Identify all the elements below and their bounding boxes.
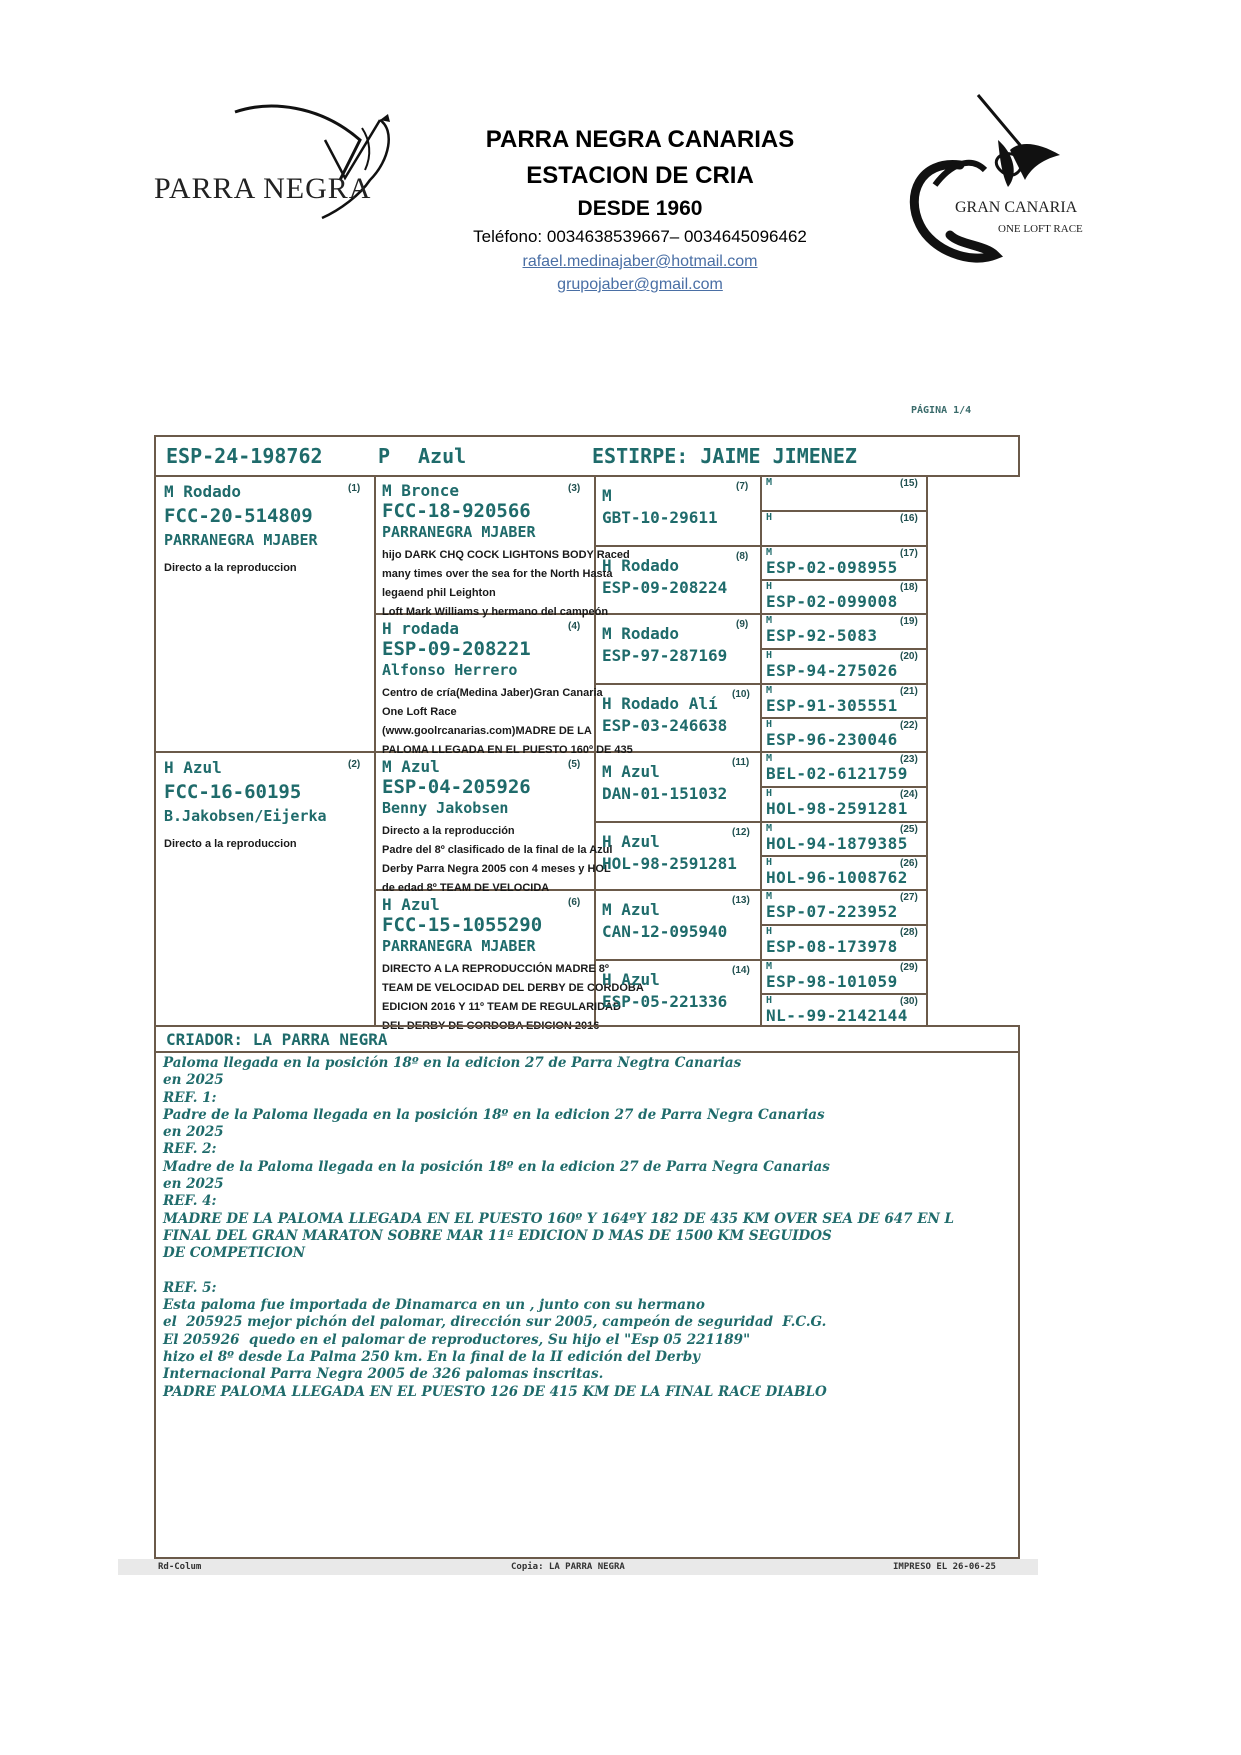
- parent-1-sex-color: M Rodado: [164, 482, 242, 501]
- ancestor-24-sex: H: [766, 788, 773, 799]
- left-logo-text: PARRA NEGRA: [154, 172, 372, 205]
- parent-2-note: Directo a la reproduccion: [164, 838, 297, 850]
- ancestor-15-num: (15): [900, 478, 918, 489]
- ancestor-16-sex: H: [766, 512, 773, 523]
- grandparent-4-note-2: One Loft Race: [382, 706, 457, 718]
- ancestor-23-ring: BEL-02-6121759: [766, 764, 908, 783]
- ancestor-8: [602, 549, 760, 613]
- gran-canaria-emblem-icon: [890, 95, 1100, 275]
- grandparent-4-note-1: Centro de cría(Medina Jaber)Gran Canaria: [382, 687, 603, 699]
- phone-line: Teléfono: 0034638539667– 0034645096462: [473, 227, 807, 246]
- ancestor-18-num: (18): [900, 582, 918, 593]
- ancestor-18-ring: ESP-02-099008: [766, 592, 898, 611]
- ancestor-12-sex-color: H Azul: [602, 832, 660, 851]
- ancestor-28-sex: H: [766, 926, 773, 937]
- parent-2: [164, 757, 374, 1025]
- ancestor-12-num: (12): [732, 827, 750, 838]
- grandparent-4-sex-color: H rodada: [382, 619, 460, 638]
- grandparent-4-note-3: (www.goolrcanarias.com)MADRE DE LA: [382, 725, 592, 737]
- ancestor-11: [602, 755, 760, 821]
- parent-1: [164, 481, 374, 751]
- grandparent-6-note-4: DEL DERBY DE CORDOBA EDICION 2016: [382, 1020, 600, 1032]
- ancestor-19-num: (19): [900, 616, 918, 627]
- ancestor-25: [766, 823, 926, 855]
- right-logo-text-2: ONE LOFT RACE: [998, 223, 1083, 235]
- ancestor-22-num: (22): [900, 720, 918, 731]
- grandparent-6-note-1: DIRECTO A LA REPRODUCCIÓN MADRE 8º: [382, 963, 609, 975]
- page-number: PÁGINA 1/4: [911, 405, 972, 416]
- grandparent-4-num: (4): [568, 621, 581, 632]
- ancestor-11-sex-color: M Azul: [602, 762, 660, 781]
- ancestor-7-ring: GBT-10-29611: [602, 508, 718, 527]
- ancestor-11-ring: DAN-01-151032: [602, 784, 728, 803]
- grandparent-5-ring: ESP-04-205926: [382, 776, 531, 798]
- ancestor-20: [766, 650, 926, 683]
- grandparent-6-note-2: TEAM DE VELOCIDAD DEL DERBY DE CORDOBA: [382, 982, 644, 994]
- ancestor-7-num: (7): [736, 481, 749, 492]
- title-block: [400, 122, 880, 296]
- ancestor-30-ring: NL--99-2142144: [766, 1006, 908, 1025]
- breeder-label: CRIADOR: LA PARRA NEGRA: [166, 1030, 388, 1049]
- email-link-1[interactable]: rafael.medinajaber@hotmail.com: [522, 253, 758, 270]
- ancestor-30-sex: H: [766, 995, 773, 1006]
- ancestor-13-ring: CAN-12-095940: [602, 922, 728, 941]
- footer-bar: [118, 1559, 1038, 1575]
- grandparent-3-note-2: many times over the sea for the North Hasta: [382, 568, 613, 580]
- ancestor-10-num: (10): [732, 689, 750, 700]
- ancestor-23-num: (23): [900, 754, 918, 765]
- ancestor-22-ring: ESP-96-230046: [766, 730, 898, 749]
- ancestor-22: [766, 719, 926, 751]
- ancestor-25-ring: HOL-94-1879385: [766, 834, 908, 853]
- grandparent-6-owner: PARRANEGRA MJABER: [382, 937, 536, 955]
- ancestor-10: [602, 687, 760, 751]
- ancestor-19-sex: M: [766, 615, 773, 626]
- grandparent-3-note-1: hijo DARK CHQ COCK LIGHTONS BODY Raced: [382, 549, 630, 561]
- ancestor-14: [602, 963, 760, 1025]
- ancestor-9: [602, 617, 760, 683]
- grandparent-5-note-2: Padre del 8º clasificado de la final de la Azul: [382, 844, 613, 856]
- ancestor-29-num: (29): [900, 962, 918, 973]
- ancestor-7-sex-color: M: [602, 486, 612, 505]
- ancestor-14-ring: ESP-05-221336: [602, 992, 728, 1011]
- parent-2-owner: B.Jakobsen/Eijerka: [164, 807, 327, 825]
- grandparent-3-note-4: Loft Mark Williams y hermano del campeón: [382, 606, 609, 618]
- ancestor-8-num: (8): [736, 551, 749, 562]
- ancestor-20-num: (20): [900, 651, 918, 662]
- ancestor-15-sex: M: [766, 477, 773, 488]
- grandparent-6-sex-color: H Azul: [382, 895, 440, 914]
- parent-2-sex-color: H Azul: [164, 758, 222, 777]
- ancestor-21: [766, 685, 926, 717]
- ancestor-13: [602, 893, 760, 959]
- ancestor-27-ring: ESP-07-223952: [766, 902, 898, 921]
- grandparent-3-note-3: legaend phil Leighton: [382, 587, 496, 599]
- grandparent-5-note-3: Derby Parra Negra 2005 con 4 meses y HOL: [382, 863, 611, 875]
- ancestor-26-num: (26): [900, 858, 918, 869]
- grandparent-5-note-1: Directo a la reproducción: [382, 825, 515, 837]
- ancestor-23-sex: M: [766, 753, 773, 764]
- ancestor-26-ring: HOL-96-1008762: [766, 868, 908, 887]
- ancestor-30: [766, 995, 926, 1025]
- ancestor-10-sex-color: H Rodado Alí: [602, 694, 718, 713]
- footer-center: Copia: LA PARRA NEGRA: [511, 1562, 625, 1572]
- subject-color: Azul: [418, 444, 467, 468]
- ancestor-30-num: (30): [900, 996, 918, 1007]
- ancestor-17-num: (17): [900, 548, 918, 559]
- ancestor-20-sex: H: [766, 650, 773, 661]
- ancestor-19: [766, 615, 926, 648]
- title-line-3: DESDE 1960: [577, 197, 703, 220]
- ancestor-24-ring: HOL-98-2591281: [766, 799, 908, 818]
- ancestor-17-sex: M: [766, 547, 773, 558]
- ancestor-14-sex-color: H Azul: [602, 970, 660, 989]
- grandparent-5-sex-color: M Azul: [382, 757, 440, 776]
- ancestor-9-ring: ESP-97-287169: [602, 646, 728, 665]
- ancestor-23: [766, 753, 926, 786]
- ancestor-17: [766, 547, 926, 579]
- grandparent-3-ring: FCC-18-920566: [382, 500, 531, 522]
- ancestor-16-num: (16): [900, 513, 918, 524]
- parent-2-ring: FCC-16-60195: [164, 781, 302, 803]
- parent-1-num: (1): [348, 483, 361, 494]
- subject-sex: P: [378, 444, 391, 468]
- ancestor-29: [766, 961, 926, 993]
- ancestor-22-sex: H: [766, 719, 773, 730]
- grandparent-3-sex-color: M Bronce: [382, 481, 460, 500]
- remarks-text: Paloma llegada en la posición 18º en la edicion 27 de Parra Negtra Canarias en 2025 REF. 1: Padre de la Paloma llegada en la posición 18º en la edicion 27 de Parra Negra Canarias en 2025 REF. 2: Madre de la Paloma llegada en la posición 18º en la edicion 27 de Parra Negra Canarias en 2025 REF. 4: MADRE DE LA PALOMA LLEGADA EN EL PUESTO 160º Y 164ºY 182 DE 435 KM OVER SEA DE 647 EN L FINAL DEL GRAN MARATON SOBRE MAR 11ª EDICION D MAS DE 1500 KM SEGUIDOS DE COMPETICION REF. 5: Esta paloma fue importada de Dinamarca en un , junto con su hermano el 205925 mejor pichón del palomar, dirección sur 2005, campeón de seguridad F.C.G. El 205926 quedo en el palomar de reproductores, Su hijo el "Esp 05 221189" hizo el 8º desde La Palma 250 km. En la final de la II edición del Derby Internacional Parra Negra 2005 de 326 palomas inscritas. PADRE PALOMA LLEGADA EN EL PUESTO 126 DE 415 KM DE LA FINAL RACE DIABLO: [163, 1055, 955, 1400]
- ancestor-16: [766, 512, 926, 545]
- ancestor-20-ring: ESP-94-275026: [766, 661, 898, 680]
- ancestor-29-sex: M: [766, 961, 773, 972]
- ancestor-27-num: (27): [900, 892, 918, 903]
- ancestor-10-ring: ESP-03-246638: [602, 716, 728, 735]
- ancestor-11-num: (11): [732, 757, 750, 768]
- ancestor-26-sex: H: [766, 857, 773, 868]
- ancestor-19-ring: ESP-92-5083: [766, 626, 878, 645]
- ancestor-7: [602, 479, 760, 545]
- grandparent-5-owner: Benny Jakobsen: [382, 799, 509, 817]
- grandparent-6-num: (6): [568, 897, 581, 908]
- title-line-2: ESTACION DE CRIA: [526, 162, 754, 189]
- ancestor-12: [602, 825, 760, 889]
- ancestor-13-sex-color: M Azul: [602, 900, 660, 919]
- ancestor-24-num: (24): [900, 789, 918, 800]
- ancestor-28: [766, 926, 926, 959]
- grandparent-3-num: (3): [568, 483, 581, 494]
- ancestor-21-num: (21): [900, 686, 918, 697]
- title-line-1: PARRA NEGRA CANARIAS: [485, 126, 795, 153]
- subject-strain: ESTIRPE: JAIME JIMENEZ: [592, 444, 857, 468]
- grandparent-5-note-4: de edad 8º TEAM DE VELOCIDA: [382, 882, 550, 894]
- parent-1-note: Directo a la reproduccion: [164, 562, 297, 574]
- ancestor-25-sex: M: [766, 823, 773, 834]
- parent-1-owner: PARRANEGRA MJABER: [164, 531, 318, 549]
- ancestor-12-ring: HOL-98-2591281: [602, 854, 737, 873]
- grandparent-6-note-3: EDICION 2016 Y 11º TEAM DE REGULARIDAD: [382, 1001, 621, 1013]
- ancestor-13-num: (13): [732, 895, 750, 906]
- ancestor-28-ring: ESP-08-173978: [766, 937, 898, 956]
- grandparent-4-note-4: PALOMA LLEGADA EN EL PUESTO 160º DE 435: [382, 744, 633, 756]
- grandparent-4-owner: Alfonso Herrero: [382, 661, 518, 679]
- ancestor-26: [766, 857, 926, 889]
- ancestor-18: [766, 581, 926, 613]
- grandparent-5-num: (5): [568, 759, 581, 770]
- ancestor-8-sex-color: H Rodado: [602, 556, 680, 575]
- ancestor-14-num: (14): [732, 965, 750, 976]
- grandparent-4-ring: ESP-09-208221: [382, 638, 531, 660]
- footer-right: IMPRESO EL 26-06-25: [893, 1562, 996, 1572]
- ancestor-27: [766, 891, 926, 924]
- parra-negra-logo: [150, 100, 400, 230]
- grandparent-6-ring: FCC-15-1055290: [382, 914, 543, 936]
- gran-canaria-logo: [890, 95, 1100, 275]
- ancestor-18-sex: H: [766, 581, 773, 592]
- letterhead: [0, 0, 1241, 320]
- ancestor-21-ring: ESP-91-305551: [766, 696, 898, 715]
- email-link-2[interactable]: grupojaber@gmail.com: [557, 276, 723, 293]
- breeder-row: [154, 1025, 1020, 1053]
- ancestor-9-num: (9): [736, 619, 749, 630]
- ancestor-8-ring: ESP-09-208224: [602, 578, 728, 597]
- ancestor-9-sex-color: M Rodado: [602, 624, 680, 643]
- pedigree-sheet: [118, 405, 1038, 1572]
- ancestor-28-num: (28): [900, 927, 918, 938]
- ancestor-29-ring: ESP-98-101059: [766, 972, 898, 991]
- subject-row: [154, 435, 1020, 477]
- subject-ring: ESP-24-198762: [166, 444, 323, 468]
- ancestor-27-sex: M: [766, 891, 773, 902]
- parent-2-num: (2): [348, 759, 361, 770]
- grandparent-3-owner: PARRANEGRA MJABER: [382, 523, 536, 541]
- ancestor-24: [766, 788, 926, 821]
- footer-left: Rd-Colum: [158, 1562, 202, 1572]
- ancestor-25-num: (25): [900, 824, 918, 835]
- ancestor-17-ring: ESP-02-098955: [766, 558, 898, 577]
- right-logo-text-1: GRAN CANARIA: [955, 199, 1078, 216]
- ancestor-15: [766, 477, 926, 510]
- parent-1-ring: FCC-20-514809: [164, 505, 313, 527]
- ancestor-21-sex: M: [766, 685, 773, 696]
